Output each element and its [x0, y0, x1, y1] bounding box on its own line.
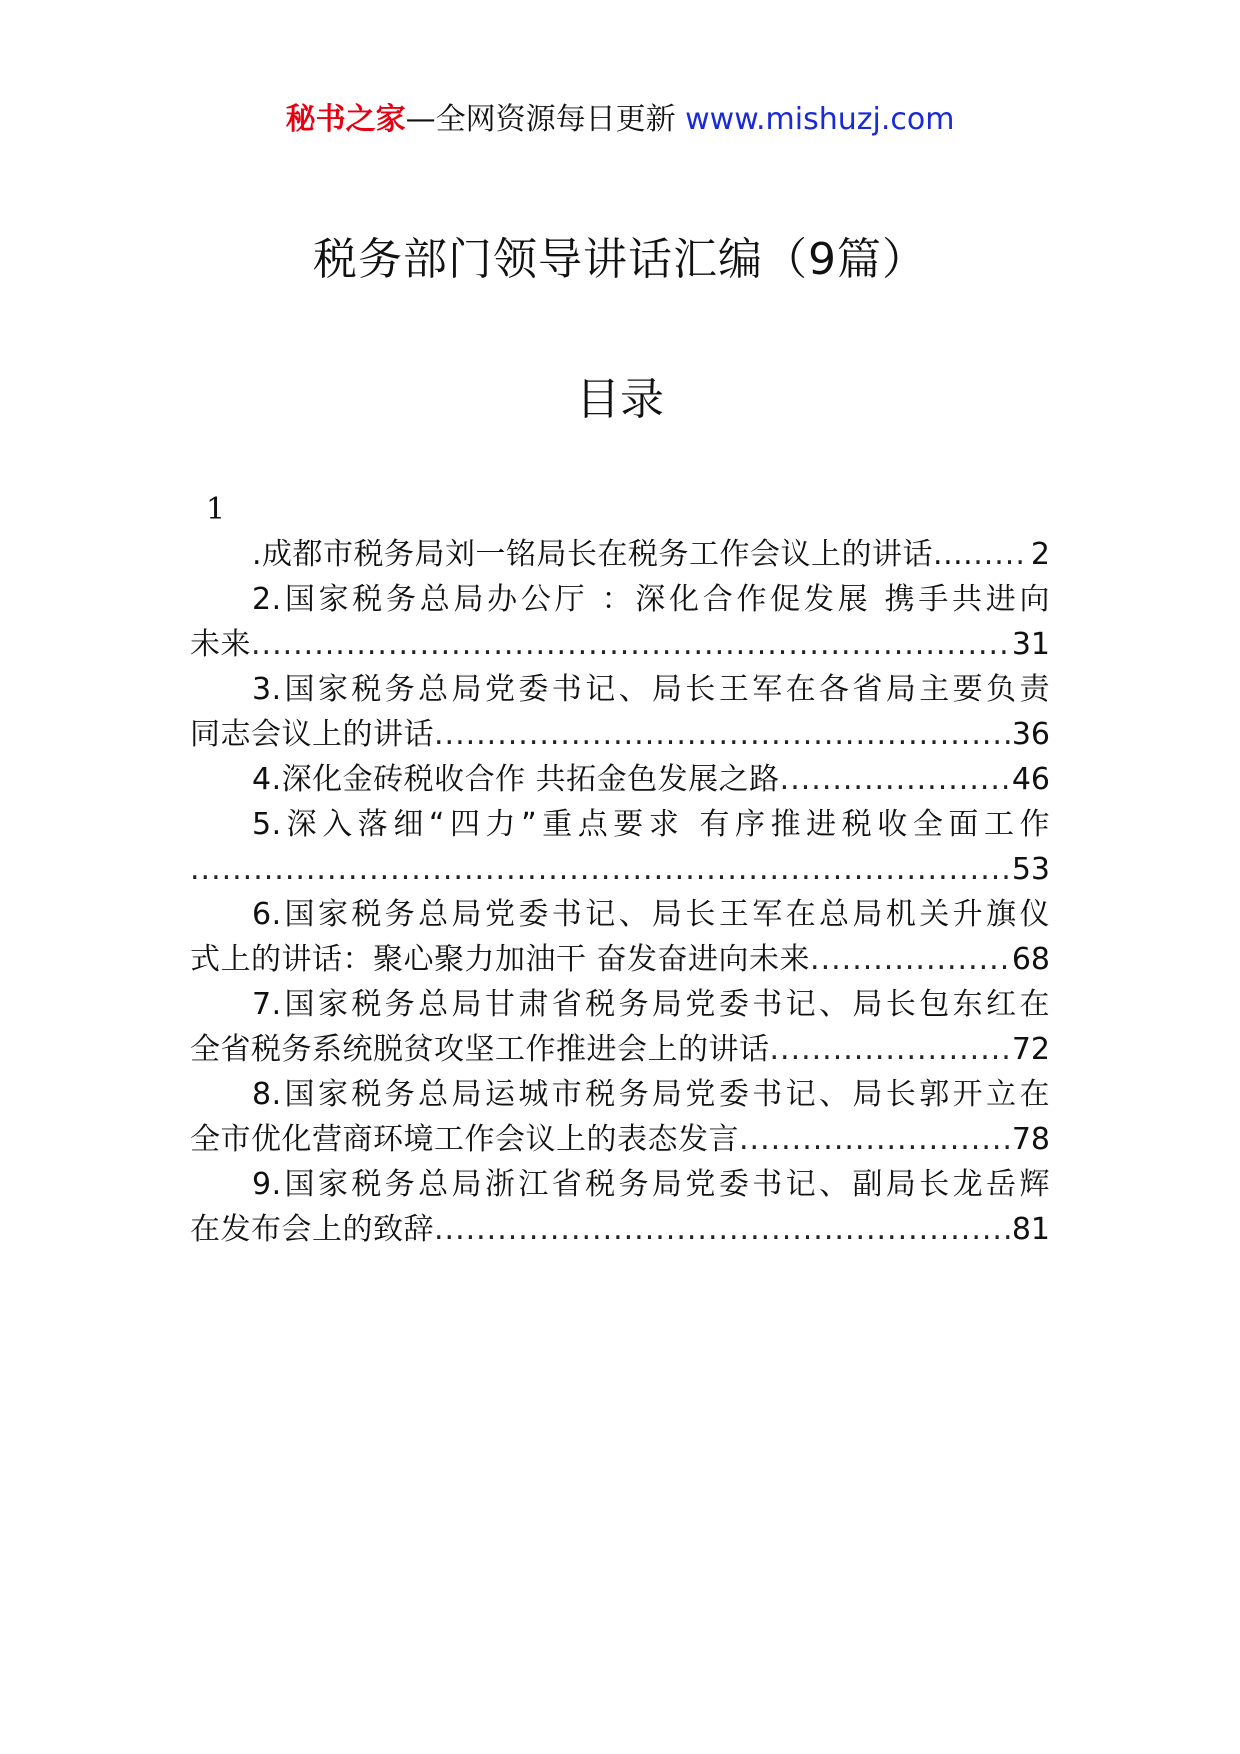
toc-leader-dots	[810, 937, 1010, 982]
toc-entry-text: 5.深入落细“四力”重点要求 有序推进税收全面工作	[252, 807, 1050, 842]
toc-entry-line	[190, 1072, 1050, 1117]
toc-leader-dots	[434, 712, 1010, 757]
toc-entry-line	[190, 982, 1050, 1027]
toc-entry-text: 9.国家税务总局浙江省税务局党委书记、副局长龙岳辉	[252, 1167, 1050, 1202]
toc-entry[interactable]	[190, 757, 1050, 802]
toc-entry-text: 4.深化金砖税收合作 共拓金色发展之路	[252, 762, 780, 797]
toc-entry-text: 7.国家税务总局甘肃省税务局党委书记、局长包东红在	[252, 987, 1050, 1022]
toc-entry-text: 全省税务系统脱贫攻坚工作推进会上的讲话	[190, 1032, 770, 1067]
toc-entry-text: 6.国家税务总局党委书记、局长王军在总局机关升旗仪	[252, 897, 1050, 932]
toc-entry[interactable]	[190, 667, 1050, 757]
toc-page-number: 53	[1011, 852, 1050, 887]
toc-leader-dots	[251, 622, 1010, 667]
toc-entry[interactable]	[190, 532, 1050, 577]
toc-number: 1	[206, 492, 226, 527]
toc-leader-dots	[973, 532, 1029, 577]
toc-entry-line	[190, 1162, 1050, 1207]
toc-entry[interactable]	[190, 577, 1050, 667]
toc-entry-line	[190, 667, 1050, 712]
toc-entry-text: 式上的讲话：聚心聚力加油干 奋发奋进向未来	[190, 942, 811, 977]
site-banner	[0, 100, 1240, 140]
brand-tagline: —全网资源每日更新	[405, 102, 676, 137]
toc-entry-text: 未来	[190, 627, 251, 662]
toc-leader-dots	[770, 1027, 1010, 1072]
toc-entry-text: .成都市税务局刘一铭局长在税务工作会议上的讲话....	[252, 537, 974, 572]
toc-entry-line	[190, 532, 1050, 577]
toc-entry-text: 3.国家税务总局党委书记、局长王军在各省局主要负责	[252, 672, 1050, 707]
toc-entry[interactable]	[190, 982, 1050, 1072]
toc-entries	[190, 532, 1050, 1252]
toc-entry-line	[190, 937, 1050, 982]
toc-entry-line	[190, 577, 1050, 622]
toc-entry-text: 在发布会上的致辞	[190, 1212, 434, 1247]
toc-entry-text: 全市优化营商环境工作会议上的表态发言	[190, 1122, 739, 1157]
toc-page-number: 78	[1011, 1122, 1050, 1157]
toc-leader-dots	[434, 1207, 1010, 1252]
toc-entry-line	[190, 1027, 1050, 1072]
toc-page-number: 81	[1011, 1212, 1050, 1247]
toc-entry[interactable]	[190, 802, 1050, 892]
toc-entry-line	[190, 1207, 1050, 1252]
toc-entry-text: 8.国家税务总局运城市税务局党委书记、局长郭开立在	[252, 1077, 1050, 1112]
toc-heading: 目录	[576, 374, 664, 425]
table-of-contents	[190, 488, 1050, 1252]
toc-page-number: 36	[1011, 717, 1050, 752]
site-url-link[interactable]: www.mishuzj.com	[685, 102, 955, 137]
toc-entry-text: 同志会议上的讲话	[190, 717, 434, 752]
toc-entry-line	[190, 802, 1050, 847]
toc-page-number: 72	[1011, 1032, 1050, 1067]
toc-entry-line	[190, 847, 1050, 892]
toc-page-number: 68	[1011, 942, 1050, 977]
toc-entry-line	[190, 1117, 1050, 1162]
toc-entry-line	[190, 757, 1050, 802]
toc-entry-text: 2.国家税务总局办公厅 ：深化合作促发展 携手共进向	[252, 582, 1050, 617]
toc-page-number: 46	[1011, 762, 1050, 797]
toc-entry-line	[190, 712, 1050, 757]
document-title: 税务部门领导讲话汇编（9篇）	[313, 234, 927, 285]
toc-page-number: 31	[1011, 627, 1050, 662]
toc-entry[interactable]	[190, 892, 1050, 982]
toc-leader-dots	[780, 757, 1010, 802]
toc-page-number: 2	[1030, 537, 1050, 572]
toc-entry-line	[190, 892, 1050, 937]
brand-name: 秘书之家	[285, 102, 406, 137]
toc-leader-dots	[739, 1117, 1010, 1162]
toc-leader-dots	[190, 847, 1010, 892]
toc-entry[interactable]	[190, 1072, 1050, 1162]
toc-entry[interactable]	[190, 1162, 1050, 1252]
toc-entry-line	[190, 622, 1050, 667]
